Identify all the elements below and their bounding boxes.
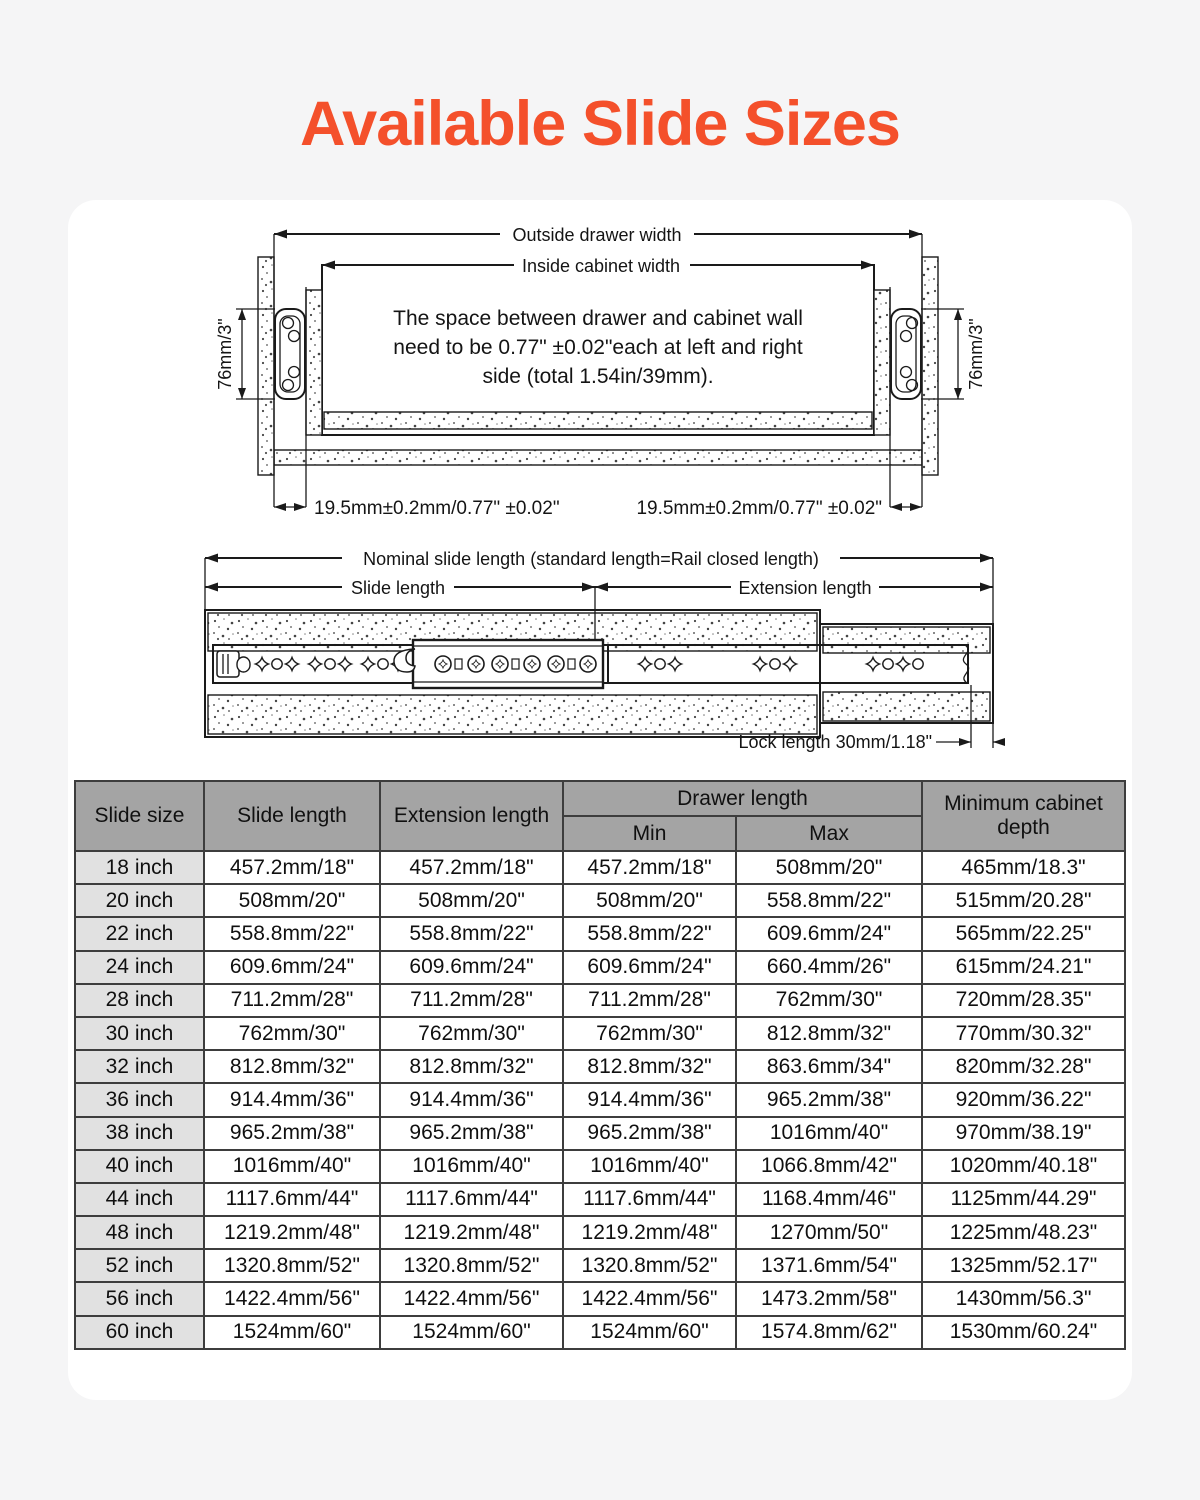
table-cell: 1117.6mm/44" xyxy=(380,1183,563,1216)
table-cell: 1422.4mm/56" xyxy=(380,1282,563,1315)
row-slide-size: 40 inch xyxy=(75,1150,204,1183)
row-slide-size: 38 inch xyxy=(75,1117,204,1150)
table-cell: 1219.2mm/48" xyxy=(380,1216,563,1249)
row-slide-size: 30 inch xyxy=(75,1017,204,1050)
table-cell: 1371.6mm/54" xyxy=(736,1249,922,1282)
table-row xyxy=(75,1183,1125,1216)
table-header xyxy=(75,781,1125,851)
table-row xyxy=(75,884,1125,917)
lock-length-label: Lock length 30mm/1.18" xyxy=(738,732,932,752)
spacing-note-line3: side (total 1.54in/39mm). xyxy=(482,365,714,388)
spacing-note-line2: need to be 0.77" ±0.02"each at left and right xyxy=(393,336,803,359)
table-cell: 609.6mm/24" xyxy=(204,951,380,984)
table-cell: 1066.8mm/42" xyxy=(736,1150,922,1183)
table-cell: 1574.8mm/62" xyxy=(736,1316,922,1349)
table-cell: 1320.8mm/52" xyxy=(563,1249,736,1282)
table-cell: 770mm/30.32" xyxy=(922,1017,1125,1050)
table-cell: 1016mm/40" xyxy=(380,1150,563,1183)
intermediate-rail xyxy=(394,640,603,688)
slide-sizes-table xyxy=(74,780,1126,1350)
row-slide-size: 28 inch xyxy=(75,984,204,1017)
table-cell: 558.8mm/22" xyxy=(736,884,922,917)
table-row xyxy=(75,1150,1125,1183)
spacing-note-line1: The space between drawer and cabinet wall xyxy=(393,307,803,330)
table-cell: 1430mm/56.3" xyxy=(922,1282,1125,1315)
outside-drawer-width-label: Outside drawer width xyxy=(512,225,682,245)
table-cell: 711.2mm/28" xyxy=(380,984,563,1017)
table-body xyxy=(75,851,1125,1349)
col-header-drawer-length: Drawer length xyxy=(563,781,922,816)
slide-length-label: Slide length xyxy=(350,578,446,598)
table-cell: 812.8mm/32" xyxy=(380,1050,563,1083)
table-cell: 965.2mm/38" xyxy=(736,1083,922,1116)
row-slide-size: 60 inch xyxy=(75,1316,204,1349)
table-cell: 1219.2mm/48" xyxy=(204,1216,380,1249)
slide-cross-section-left xyxy=(275,309,305,399)
nominal-length-label: Nominal slide length (standard length=Rail closed length) xyxy=(363,549,819,569)
table-cell: 457.2mm/18" xyxy=(563,851,736,884)
col-header-max: Max xyxy=(736,816,922,851)
table-cell: 820mm/32.28" xyxy=(922,1050,1125,1083)
side-gap-dimension-right xyxy=(636,498,922,519)
table-row xyxy=(75,1216,1125,1249)
table-row xyxy=(75,984,1125,1017)
table-cell: 1524mm/60" xyxy=(563,1316,736,1349)
table-cell: 920mm/36.22" xyxy=(922,1083,1125,1116)
table-cell: 1325mm/52.17" xyxy=(922,1249,1125,1282)
extension-length-label: Extension length xyxy=(738,578,872,598)
slide-cross-section-right xyxy=(891,309,921,399)
table-cell: 914.4mm/36" xyxy=(563,1083,736,1116)
col-header-slide-length: Slide length xyxy=(204,781,380,851)
side-gap-dimension-left xyxy=(274,498,560,519)
spacing-note xyxy=(393,307,803,388)
table-cell: 558.8mm/22" xyxy=(563,917,736,950)
table-cell: 1320.8mm/52" xyxy=(380,1249,563,1282)
side-gap-label-right: 19.5mm±0.2mm/0.77" ±0.02" xyxy=(636,498,882,519)
col-header-min-cabinet-depth: Minimum cabinet depth xyxy=(922,781,1125,851)
table-cell: 457.2mm/18" xyxy=(380,851,563,884)
row-slide-size: 44 inch xyxy=(75,1183,204,1216)
drawer-bottom-panel xyxy=(274,450,922,465)
cabinet-bottom-panel xyxy=(324,412,872,429)
row-slide-size: 48 inch xyxy=(75,1216,204,1249)
row-slide-size: 20 inch xyxy=(75,884,204,917)
inside-cabinet-width-label: Inside cabinet width xyxy=(521,256,681,276)
table-cell: 1473.2mm/58" xyxy=(736,1282,922,1315)
table-cell: 914.4mm/36" xyxy=(204,1083,380,1116)
row-slide-size: 22 inch xyxy=(75,917,204,950)
col-header-slide-size: Slide size xyxy=(75,781,204,851)
table-cell: 457.2mm/18" xyxy=(204,851,380,884)
table-cell: 812.8mm/32" xyxy=(563,1050,736,1083)
table-cell: 812.8mm/32" xyxy=(736,1017,922,1050)
row-slide-size: 56 inch xyxy=(75,1282,204,1315)
table-cell: 762mm/30" xyxy=(736,984,922,1017)
table-cell: 1016mm/40" xyxy=(736,1117,922,1150)
table-row xyxy=(75,1017,1125,1050)
table-cell: 1225mm/48.23" xyxy=(922,1216,1125,1249)
table-cell: 558.8mm/22" xyxy=(204,917,380,950)
table-cell: 1117.6mm/44" xyxy=(204,1183,380,1216)
side-gap-label-left: 19.5mm±0.2mm/0.77" ±0.02" xyxy=(314,498,560,519)
table-cell: 660.4mm/26" xyxy=(736,951,922,984)
row-slide-size: 52 inch xyxy=(75,1249,204,1282)
drawer-width-diagram xyxy=(68,215,1132,525)
slide-height-label-right: 76mm/3" xyxy=(966,318,986,390)
table-cell: 711.2mm/28" xyxy=(563,984,736,1017)
table-row xyxy=(75,851,1125,884)
table-row xyxy=(75,1083,1125,1116)
page-title: Available Slide Sizes xyxy=(300,89,900,159)
table-cell: 970mm/38.19" xyxy=(922,1117,1125,1150)
table-row xyxy=(75,1316,1125,1349)
content-card xyxy=(68,200,1132,1400)
table-cell: 508mm/20" xyxy=(736,851,922,884)
table-cell: 1020mm/40.18" xyxy=(922,1150,1125,1183)
table-cell: 762mm/30" xyxy=(380,1017,563,1050)
table-cell: 508mm/20" xyxy=(563,884,736,917)
table-cell: 1530mm/60.24" xyxy=(922,1316,1125,1349)
table-cell: 565mm/22.25" xyxy=(922,917,1125,950)
table-cell: 1219.2mm/48" xyxy=(563,1216,736,1249)
table-cell: 515mm/20.28" xyxy=(922,884,1125,917)
table-cell: 609.6mm/24" xyxy=(563,951,736,984)
table-cell: 1320.8mm/52" xyxy=(204,1249,380,1282)
table-cell: 465mm/18.3" xyxy=(922,851,1125,884)
table-row xyxy=(75,951,1125,984)
table-cell: 508mm/20" xyxy=(380,884,563,917)
table-row xyxy=(75,1050,1125,1083)
col-header-extension-length: Extension length xyxy=(380,781,563,851)
table-row xyxy=(75,1117,1125,1150)
table-cell: 1016mm/40" xyxy=(563,1150,736,1183)
table-row xyxy=(75,917,1125,950)
row-slide-size: 36 inch xyxy=(75,1083,204,1116)
table-cell: 1422.4mm/56" xyxy=(204,1282,380,1315)
table-cell: 1270mm/50" xyxy=(736,1216,922,1249)
table-cell: 965.2mm/38" xyxy=(204,1117,380,1150)
table-cell: 1168.4mm/46" xyxy=(736,1183,922,1216)
table-cell: 762mm/30" xyxy=(563,1017,736,1050)
row-slide-size: 18 inch xyxy=(75,851,204,884)
slide-length-diagram xyxy=(68,545,1132,760)
table-cell: 1524mm/60" xyxy=(380,1316,563,1349)
table-cell: 558.8mm/22" xyxy=(380,917,563,950)
table-cell: 914.4mm/36" xyxy=(380,1083,563,1116)
table-cell: 965.2mm/38" xyxy=(563,1117,736,1150)
table-cell: 1117.6mm/44" xyxy=(563,1183,736,1216)
table-cell: 965.2mm/38" xyxy=(380,1117,563,1150)
table-cell: 609.6mm/24" xyxy=(380,951,563,984)
table-cell: 720mm/28.35" xyxy=(922,984,1125,1017)
table-cell: 609.6mm/24" xyxy=(736,917,922,950)
slide-height-label-left: 76mm/3" xyxy=(215,318,235,390)
table-cell: 711.2mm/28" xyxy=(204,984,380,1017)
col-header-min: Min xyxy=(563,816,736,851)
table-cell: 508mm/20" xyxy=(204,884,380,917)
table-cell: 863.6mm/34" xyxy=(736,1050,922,1083)
row-slide-size: 24 inch xyxy=(75,951,204,984)
table-row xyxy=(75,1282,1125,1315)
row-slide-size: 32 inch xyxy=(75,1050,204,1083)
table-row xyxy=(75,1249,1125,1282)
table-cell: 615mm/24.21" xyxy=(922,951,1125,984)
table-cell: 812.8mm/32" xyxy=(204,1050,380,1083)
table-cell: 1016mm/40" xyxy=(204,1150,380,1183)
table-cell: 1125mm/44.29" xyxy=(922,1183,1125,1216)
table-cell: 1524mm/60" xyxy=(204,1316,380,1349)
table-cell: 762mm/30" xyxy=(204,1017,380,1050)
table-cell: 1422.4mm/56" xyxy=(563,1282,736,1315)
